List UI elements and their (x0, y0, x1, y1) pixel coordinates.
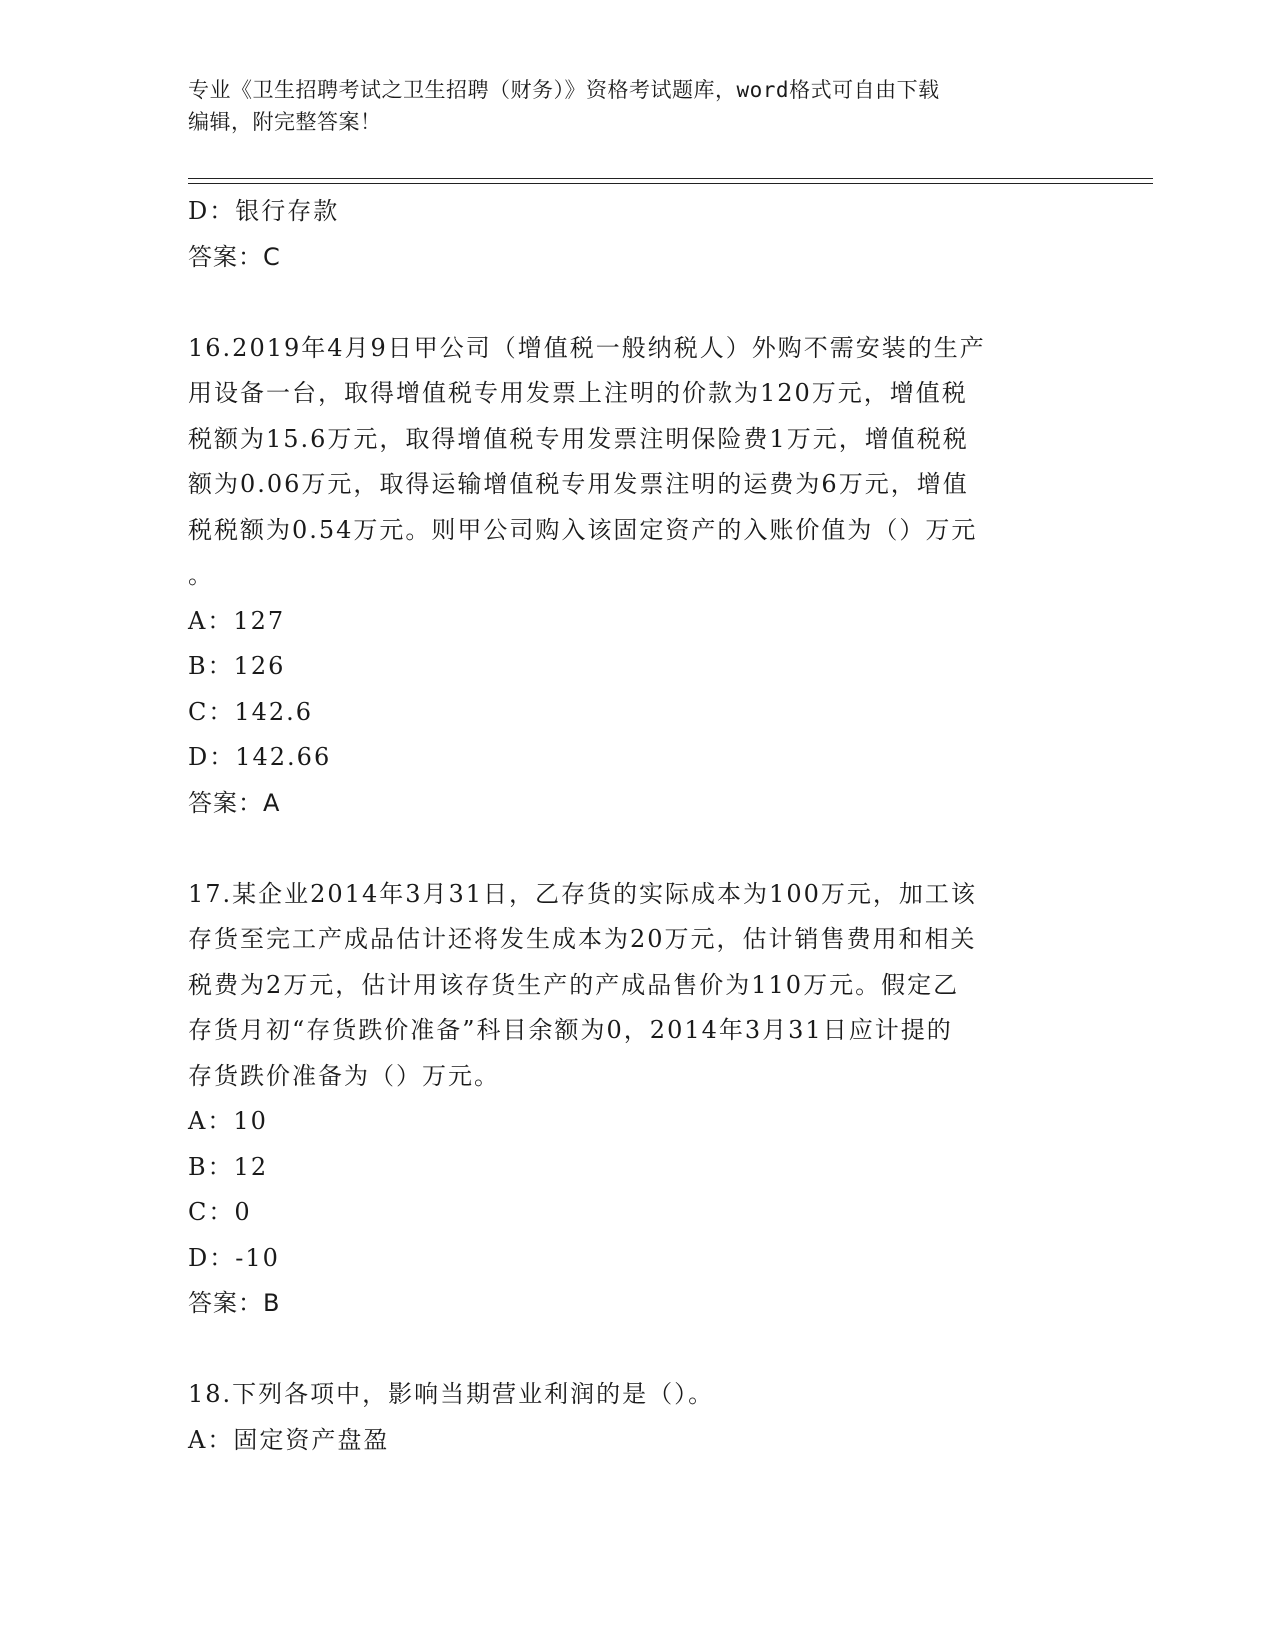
question-text: 额为0.06万元，取得运输增值税专用发票注明的运费为6万元，增值 (188, 470, 969, 498)
option-b: B：126 (188, 652, 286, 680)
option-a: A：127 (188, 606, 286, 635)
question-text: 。 (188, 561, 214, 589)
header-divider (188, 178, 1153, 179)
question-list (188, 189, 1088, 1463)
question-text: 存货至完工产成品估计还将发生成本为20万元，估计销售费用和相关 (188, 925, 977, 953)
question-text: 税税额为0.54万元。则甲公司购入该固定资产的入账价值为（）万元 (188, 515, 978, 544)
question-text: 17.某企业2014年3月31日，乙存货的实际成本为100万元，加工该 (188, 879, 977, 908)
answer-label: 答案：B (188, 1289, 281, 1317)
question-18 (188, 1372, 1088, 1463)
spacer (188, 280, 1088, 326)
answer-label: 答案：A (188, 788, 281, 817)
spacer (188, 826, 1088, 872)
spacer (188, 1327, 1088, 1373)
header-line: 编辑，附完整答案！ (188, 110, 382, 134)
option-a: A：10 (188, 1107, 268, 1135)
question-17 (188, 872, 1088, 1327)
option-c: C：142.6 (188, 697, 314, 726)
option-b: B：12 (188, 1152, 269, 1181)
option-d: D：142.66 (188, 743, 332, 771)
option-d: D：-10 (188, 1243, 280, 1272)
option-a: A：固定资产盘盈 (188, 1425, 390, 1454)
header-line: 专业《卫生招聘考试之卫生招聘（财务）》资格考试题库，word格式可自由下载 (188, 78, 940, 102)
question-16 (188, 326, 1088, 827)
question-15 (188, 189, 1088, 280)
document-header (188, 74, 1078, 138)
question-text: 18.下列各项中，影响当期营业利润的是（）。 (188, 1380, 715, 1408)
option-c: C：0 (188, 1198, 252, 1226)
question-text: 存货跌价准备为（）万元。 (188, 1061, 500, 1090)
question-text: 用设备一台，取得增值税专用发票上注明的价款为120万元，增值税 (188, 379, 968, 407)
question-text: 16.2019年4月9日甲公司（增值税一般纳税人）外购不需安装的生产 (188, 333, 986, 362)
question-text: 存货月初“存货跌价准备”科目余额为0，2014年3月31日应计提的 (188, 1016, 953, 1044)
question-text: 税额为15.6万元，取得增值税专用发票注明保险费1万元，增值税税 (188, 424, 969, 453)
answer-label: 答案：C (188, 242, 281, 271)
header-divider (188, 183, 1153, 184)
question-text: 税费为2万元，估计用该存货生产的产成品售价为110万元。假定乙 (188, 970, 960, 999)
option-d: D：银行存款 (188, 197, 340, 225)
